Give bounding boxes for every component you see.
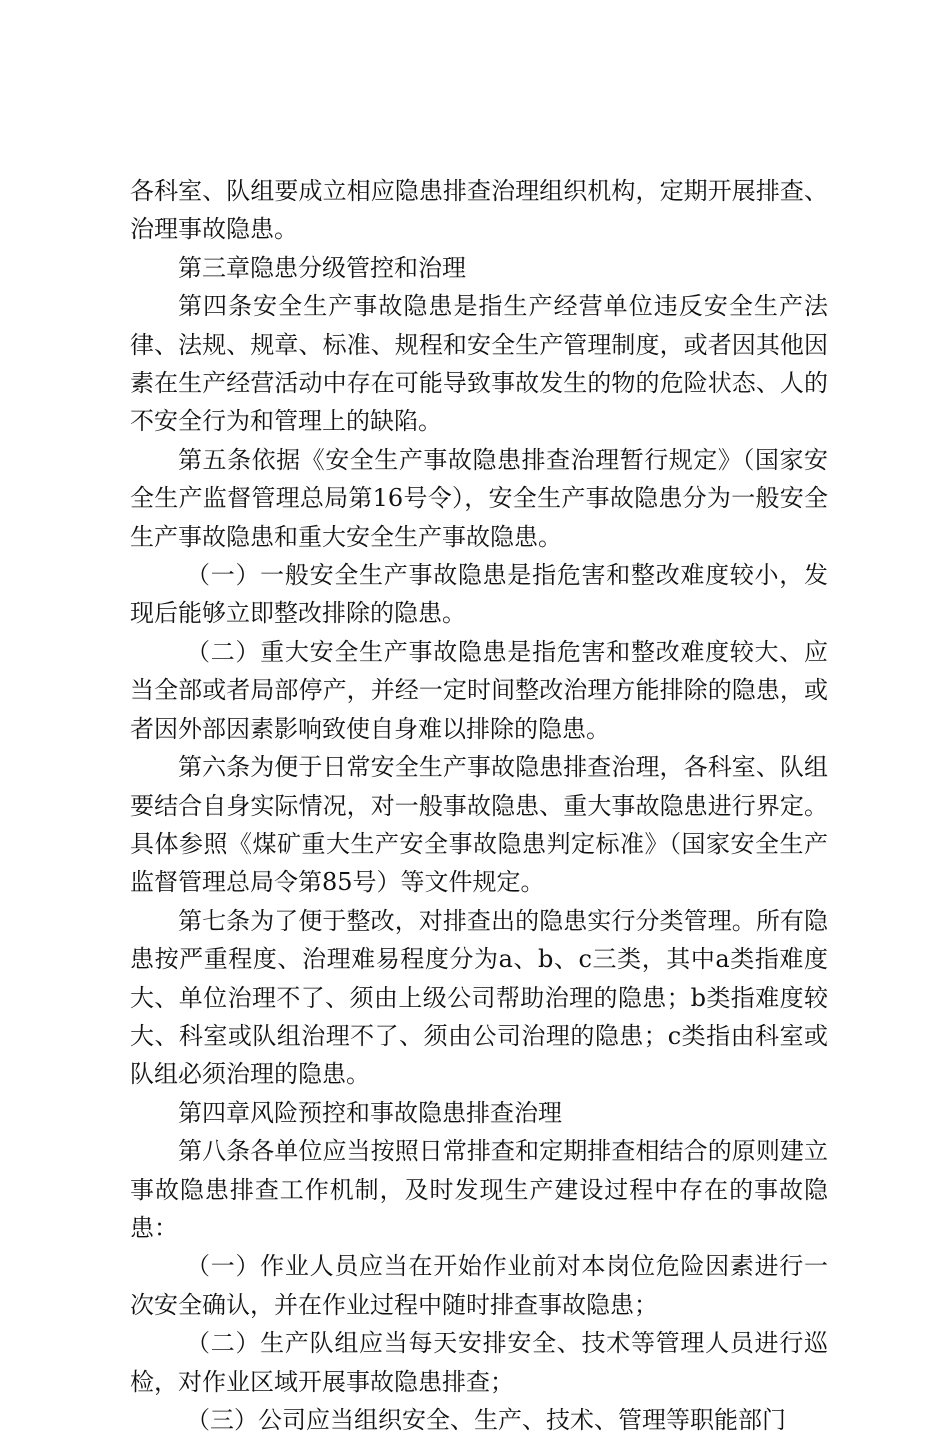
article-5-item-2: （二）重大安全生产事故隐患是指危害和整改难度较大、应当全部或者局部停产，并经一定时间整改治理方能排除的隐患，或者因外部因素影响致使自身难以排除的隐患。	[130, 637, 828, 743]
article-7: 第七条为了便于整改，对排查出的隐患实行分类管理。所有隐患按严重程度、治理难易程度分为a、b、c三类，其中a类指难度大、单位治理不了、须由上级公司帮助治理的隐患；b类指难度较大、科室或队组治理不了、须由公司治理的隐患；c类指由科室或队组必须治理的隐患。	[130, 906, 828, 1089]
article-4: 第四条安全生产事故隐患是指生产经营单位违反安全生产法律、法规、规章、标准、规程和安全生产管理制度，或者因其他因素在生产经营活动中存在可能导致事故发生的物的危险状态、人的不安全行为和管理上的缺陷。	[130, 292, 828, 436]
article-5: 第五条依据《安全生产事故隐患排查治理暂行规定》（国家安全生产监督管理总局第16号令），安全生产事故隐患分为一般安全生产事故隐患和重大安全生产事故隐患。	[130, 445, 828, 551]
article-8-item-2: （二）生产队组应当每天安排安全、技术等管理人员进行巡检，对作业区域开展事故隐患排查；	[130, 1329, 828, 1396]
article-8-item-3: （三）公司应当组织安全、生产、技术、管理等职能部门	[186, 1406, 786, 1434]
article-5-item-1: （一）一般安全生产事故隐患是指危害和整改难度较小，发现后能够立即整改排除的隐患。	[130, 561, 828, 628]
article-6: 第六条为便于日常安全生产事故隐患排查治理，各科室、队组要结合自身实际情况，对一般事故隐患、重大事故隐患进行界定。具体参照《煤矿重大生产安全事故隐患判定标准》（国家安全生产监督管理总局令第85号）等文件规定。	[130, 753, 828, 897]
paragraph-continuation: 各科室、队组要成立相应隐患排查治理组织机构，定期开展排查、治理事故隐患。	[130, 177, 828, 244]
document-body	[130, 172, 828, 1439]
chapter-heading-3: 第三章隐患分级管控和治理	[178, 253, 466, 282]
article-8: 第八条各单位应当按照日常排查和定期排查相结合的原则建立事故隐患排查工作机制，及时发现生产建设过程中存在的事故隐患：	[130, 1137, 828, 1242]
chapter-heading-4: 第四章风险预控和事故隐患排查治理	[178, 1098, 562, 1127]
article-8-item-1: （一）作业人员应当在开始作业前对本岗位危险因素进行一次安全确认，并在作业过程中随时排查事故隐患；	[130, 1252, 828, 1319]
